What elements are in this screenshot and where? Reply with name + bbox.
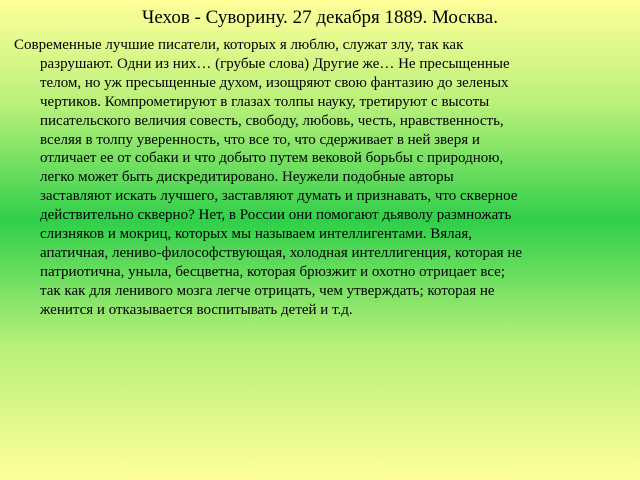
- slide-title: Чехов - Суворину. 27 декабря 1889. Москва.: [142, 7, 498, 28]
- quote-line: действительно скверно? Нет, в России они помогают дьяволу размножать: [40, 207, 512, 224]
- quote-line: чертиков. Компрометируют в глазах толпы науку, третируют с высоты: [40, 93, 490, 110]
- quote-line: апатичная, лениво-философствующая, холодная интеллигенция, которая не: [40, 244, 523, 261]
- quote-line: женится и отказывается воспитывать детей и т.д.: [40, 301, 353, 318]
- quote-line: легко может быть дискредитировано. Неужели подобные авторы: [40, 169, 454, 186]
- quote-line: телом, но уж пресыщенные духом, изощряют свою фантазию до зеленых: [40, 74, 509, 91]
- quote-line: разрушают. Одни из них… (грубые слова) Другие же… Не пресыщенные: [40, 55, 510, 72]
- letter-quote: [14, 36, 620, 320]
- quote-line: слизняков и мокриц, которых мы называем интеллигентами. Вялая,: [40, 226, 472, 243]
- quote-line: отличает ее от собаки и что добыто путем вековой борьбы с природною,: [40, 150, 504, 167]
- quote-line: вселяя в толпу уверенность, что все то, что сдерживает в ней зверя и: [40, 131, 480, 148]
- quote-line: Современные лучшие писатели, которых я люблю, служат злу, так как: [14, 37, 464, 53]
- quote-line: так как для ленивого мозга легче отрицать, чем утверждать; которая не: [40, 282, 495, 299]
- quote-line: заставляют искать лучшего, заставляют думать и признавать, что скверное: [40, 188, 518, 205]
- quote-line: патриотична, уныла, бесцветна, которая брюзжит и охотно отрицает все;: [40, 263, 505, 280]
- quote-line: писательского величия совесть, свободу, любовь, честь, нравственность,: [40, 112, 504, 129]
